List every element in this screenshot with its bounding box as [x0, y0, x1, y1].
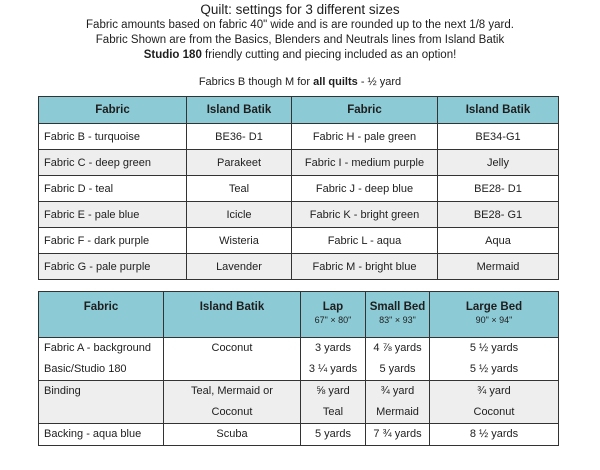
header-label: Island Batik [199, 301, 265, 313]
col-island-batik: Island Batik [187, 97, 292, 124]
fabric-table [38, 96, 559, 280]
cell-line: 4 ⅞ yards [373, 342, 422, 354]
lap-yardage [301, 381, 366, 424]
col-large-bed [430, 292, 559, 338]
fabric-name [39, 381, 164, 424]
cell-line: Coconut [211, 342, 253, 354]
lap-yardage [301, 424, 366, 446]
header-label: Large Bed [465, 301, 523, 313]
batik-name: Parakeet [187, 150, 292, 176]
studio-brand: Studio 180 [143, 49, 202, 61]
document-header [0, 0, 600, 63]
cell-line: ¾ yard [477, 385, 511, 397]
small-bed-yardage [366, 338, 430, 381]
fabric-name: Fabric E - pale blue [39, 202, 187, 228]
header-line-3 [0, 48, 600, 63]
batik-name: Mermaid [438, 254, 559, 280]
cell-line [164, 359, 300, 380]
cell-line: Binding [44, 385, 81, 397]
small-bed-yardage [366, 381, 430, 424]
fabric-name: Fabric F - dark purple [39, 228, 187, 254]
batik-name [164, 381, 301, 424]
fabric-name: Fabric M - bright blue [292, 254, 438, 280]
fabric-name [39, 424, 164, 446]
page-title: Quilt: settings for 3 different sizes [200, 2, 400, 17]
cell-line: Coconut [211, 406, 253, 418]
col-island-batik-2: Island Batik [438, 97, 559, 124]
cell-line: Scuba [216, 428, 248, 440]
col-fabric: Fabric [39, 97, 187, 124]
table-row [39, 338, 559, 381]
cell-line: 5 ½ yards [469, 363, 519, 375]
cell-line: Coconut [473, 406, 515, 418]
batik-name: Teal [187, 176, 292, 202]
col-lap [301, 292, 366, 338]
large-bed-yardage [430, 338, 559, 381]
col-fabric [39, 292, 164, 338]
lap-yardage [301, 338, 366, 381]
header-label: Small Bed [369, 301, 426, 313]
fabric-name: Fabric C - deep green [39, 150, 187, 176]
fabric-name: Fabric G - pale purple [39, 254, 187, 280]
fabric-name: Fabric J - deep blue [292, 176, 438, 202]
fabric-name [39, 338, 164, 381]
fabric-name: Fabric K - bright green [292, 202, 438, 228]
header-line-3-rest: friendly cutting and piecing included as an option! [201, 49, 457, 61]
col-fabric-2: Fabric [292, 97, 438, 124]
batik-name: Aqua [438, 228, 559, 254]
fabric-table-header [39, 97, 559, 124]
caption-suffix: - ½ yard [357, 76, 402, 88]
batik-name: BE28- D1 [438, 176, 559, 202]
fabric-name: Fabric H - pale green [292, 124, 438, 150]
cell-line: 5 yards [379, 363, 416, 375]
header-dimensions: 90" × 94" [475, 315, 513, 325]
fabric-name: Fabric L - aqua [292, 228, 438, 254]
caption-bold: all quilts [313, 76, 358, 88]
header-line-2: Fabric Shown are from the Basics, Blenders and Neutrals lines from Island Batik [95, 34, 505, 46]
batik-name: Icicle [187, 202, 292, 228]
large-bed-yardage [430, 381, 559, 424]
table-row [39, 228, 559, 254]
table-row [39, 381, 559, 424]
batik-name: Jelly [438, 150, 559, 176]
cell-line: Backing - aqua blue [44, 428, 142, 440]
col-island-batik [164, 292, 301, 338]
cell-line: Fabric A - background [44, 342, 152, 354]
cell-line: 8 ½ yards [469, 428, 519, 440]
small-bed-yardage [366, 424, 430, 446]
header-dimensions: 67" × 80" [314, 315, 352, 325]
table-caption [0, 76, 600, 88]
cell-line: 3 yards [314, 342, 352, 354]
cell-line: Basic/Studio 180 [44, 363, 127, 375]
fabric-name: Fabric D - teal [39, 176, 187, 202]
batik-name: Lavender [187, 254, 292, 280]
cell-line [44, 402, 163, 423]
table-row [39, 150, 559, 176]
yardage-table-header [39, 292, 559, 338]
header-label: Fabric [83, 301, 119, 313]
fabric-name: Fabric B - turquoise [39, 124, 187, 150]
batik-name: Wisteria [187, 228, 292, 254]
fabric-name: Fabric I - medium purple [292, 150, 438, 176]
cell-line: 3 ¼ yards [308, 363, 358, 375]
table-row [39, 124, 559, 150]
cell-line: Teal, Mermaid or [191, 385, 273, 397]
header-label: Lap [322, 301, 344, 313]
cell-line: 5 yards [314, 428, 352, 440]
table-row [39, 176, 559, 202]
batik-name [164, 338, 301, 381]
cell-line: Teal [322, 406, 344, 418]
batik-name [164, 424, 301, 446]
batik-name: BE28- G1 [438, 202, 559, 228]
col-small-bed [366, 292, 430, 338]
large-bed-yardage [430, 424, 559, 446]
table-row [39, 202, 559, 228]
cell-line: ⅝ yard [316, 385, 350, 397]
batik-name: BE34-G1 [438, 124, 559, 150]
cell-line: ¾ yard [380, 385, 415, 397]
header-line-1: Fabric amounts based on fabric 40" wide and is are rounded up to the next 1/8 yard. [86, 19, 514, 31]
cell-line: 7 ¾ yards [373, 428, 422, 440]
caption-prefix: Fabrics B though M for [198, 76, 314, 88]
yardage-table [38, 291, 559, 446]
table-row [39, 424, 559, 446]
batik-name: BE36- D1 [187, 124, 292, 150]
header-dimensions: 83" × 93" [379, 315, 416, 325]
table-row [39, 254, 559, 280]
cell-line: 5 ½ yards [469, 342, 519, 354]
cell-line: Mermaid [376, 406, 419, 418]
